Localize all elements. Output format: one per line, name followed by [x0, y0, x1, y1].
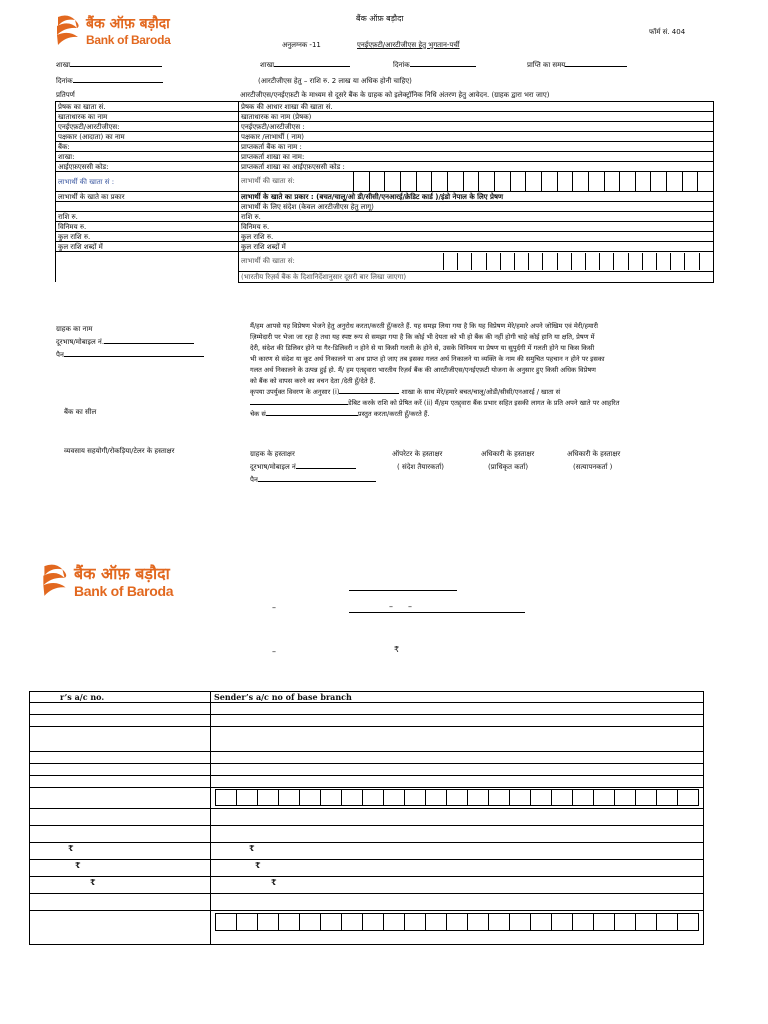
cell: खाताधारक का नाम [56, 112, 239, 122]
cell: पक्षकार (आदाता) का नाम [56, 132, 239, 142]
logo-english-text: Bank of Baroda [74, 583, 174, 599]
table-row [30, 703, 704, 715]
table-row [30, 715, 704, 727]
annexure-label: अनुलग्नक -11 [282, 41, 321, 49]
cell [30, 727, 211, 752]
declaration-line: मैं/हम आपसे यह विप्रेषण भेजने हेतु अनुरोध करता/करती हूँ/करते हैं. यह समझ लिया गया है कि यह विप्रेषण मेरे/हमारे अपने जोखिम एवं मेरी/हमारी [250, 322, 599, 330]
cell: कुल राशि रु. [239, 232, 714, 242]
declaration-line: चेक सं प्रस्तुत करता/करती हूँ/करते हैं. [250, 410, 430, 418]
account-boxes-repeat[interactable] [211, 911, 704, 945]
cell: पक्षकार /लाभार्थी ( नाम) [239, 132, 714, 142]
cell [30, 877, 211, 894]
dash: – [272, 647, 276, 656]
table-row [56, 142, 714, 152]
partner-sign-label: व्यवसाय सहयोगी/रोकड़िया/टेलर के हस्ताक्षर [64, 447, 175, 455]
dash: – [389, 602, 393, 611]
declaration-line: देरी, संदेश की डिलिवर होने या गैर-डिलिवरी न होने से या किसी गलती के होने से, उसके विनिमय या प्रेषण या सुपुर्दगी में गलती होने या किस किसी [250, 344, 595, 352]
cell [30, 703, 211, 715]
pan-label-2: पैन [250, 477, 376, 484]
cell [211, 703, 704, 715]
cell [56, 202, 239, 212]
cell [211, 843, 704, 860]
receipt-time-label: प्राप्ति का समय [527, 62, 627, 69]
logo-hindi-text: बैंक ऑफ़ बड़ौदा [86, 16, 170, 32]
counterfoil-label: प्रतिपर्ण [56, 91, 75, 99]
customer-name-label: ग्राहक का नाम [56, 325, 93, 333]
cell [211, 809, 704, 826]
cell: एनईएफ़टी/आरटीजीएस: [56, 122, 239, 132]
table-row [30, 727, 704, 752]
column-header: Sender’s a/c no of base branch [211, 692, 704, 703]
cell: लाभार्थी की खाता सं: [239, 172, 354, 191]
officer-sign-label-2: अधिकारी के हस्ताक्षर [567, 450, 621, 458]
table-row [30, 776, 704, 788]
dash: – [272, 603, 276, 612]
logo-english-text: Bank of Baroda [86, 33, 171, 47]
table-row [30, 860, 704, 877]
cell: खाताधारक का नाम (प्रेषक) [239, 112, 714, 122]
officer-role-1: (प्राधिकृत कर्ता) [488, 463, 529, 471]
cell [30, 843, 211, 860]
cell: राशि रु. [239, 212, 714, 222]
table-row [56, 252, 714, 272]
cell [30, 715, 211, 727]
table-row [30, 788, 704, 809]
form-number: फॉर्म सं. 404 [649, 28, 686, 36]
subtitle-underline [349, 612, 525, 613]
cell [211, 752, 704, 764]
cell: विनिमय रु. [56, 222, 239, 232]
cell: प्रेषक की आधार शाखा की खाता सं. [239, 102, 714, 112]
customer-sign-label: ग्राहक के हस्ताक्षर [250, 450, 295, 458]
rupee-icon: ₹ [75, 860, 81, 870]
table-row [30, 764, 704, 776]
phone-label-2: दूरभाष/मोबाइल नं [250, 464, 356, 471]
cell [30, 911, 211, 945]
table-row [30, 843, 704, 860]
rupee-icon: ₹ [249, 843, 255, 853]
cell: राशि रु. [56, 212, 239, 222]
rupee-icon: ₹ [90, 877, 96, 887]
cell: प्राप्तकर्ता शाखा का आईएफ़एससी कोड : [239, 162, 714, 172]
table-row [56, 102, 714, 112]
cell [211, 776, 704, 788]
logo-hindi-text: बैंक ऑफ़ बड़ौदा [74, 564, 170, 583]
declaration-line: गलत अर्थ निकालने के उत्पन्न हुई हो. मैं/ हम एतद्द्वारा भारतीय रिज़र्व बैंक की आरटीजीएस/एनईएफ़टी योजना के अनुसार हुए किसी अधिक विप्रेषण [250, 366, 596, 374]
bank-logo-icon [55, 14, 81, 48]
cell: प्रेषक का खाता सं. [56, 102, 239, 112]
cell: लाभार्थी के खाते का प्रकार : (बचत/चालू/ओ डी/सीसी/एनआरई/क्रेडिट कार्ड )/इंडो नेपाल के लिए प्रेषण [239, 192, 714, 202]
table-row [56, 212, 714, 222]
cell: लाभार्थी की खाता सं : [56, 172, 239, 192]
declaration-line: को बैंक को वापस करने का वचन देता /देती हूँ/देते हैं. [250, 377, 376, 385]
cell [30, 894, 211, 911]
cell: प्राप्तकर्ता बैंक का नाम : [239, 142, 714, 152]
officer-sign-label-1: अधिकारी के हस्ताक्षर [481, 450, 535, 458]
date-label-2: दिनांक [56, 78, 163, 85]
column-header: r’s a/c no. [30, 692, 211, 703]
table-row [56, 132, 714, 142]
branch-label: शाखा [56, 62, 162, 69]
cell [30, 826, 211, 843]
operator-role: ( संदेश तैयारकर्ता) [397, 463, 445, 471]
table-row [56, 152, 714, 162]
remittance-table [55, 101, 714, 283]
cell [30, 860, 211, 877]
cell: प्राप्तकर्ता शाखा का नाम: [239, 152, 714, 162]
cell [211, 894, 704, 911]
account-boxes[interactable] [239, 172, 714, 192]
table-row [56, 232, 714, 242]
title-underline [349, 590, 457, 591]
table-row [56, 242, 714, 252]
cell [56, 252, 239, 283]
dash: – [408, 602, 412, 611]
cell: (भारतीय रिज़र्व बैंक के दिशानिर्देशानुसार दूसरी बार लिखा जाएगा) [239, 271, 714, 282]
declaration-line: डेबिट करके राशि को प्रेषित करें (ii) मैं/हम एतद्द्वारा बैंक प्रभार सहित इसकी लागत के प्रति अपने खाते पर आहरित [250, 398, 718, 409]
table-row [56, 192, 714, 202]
declaration-line: भी कारण से संदेश या कूट अर्थ निकालने या अथ प्राप्त हो जाए तब इसका गलत अर्थ निकालने या व्यक्ति के नाम की समुचित पहचान न होने पर इसका [250, 355, 605, 363]
cell [211, 727, 704, 752]
cell: आईएफ़एससी कोड: [56, 162, 239, 172]
cell: विनिमय रु. [239, 222, 714, 232]
table-row [30, 826, 704, 843]
declaration-line: कृपया उपर्युक्त विवरण के अनुसार (i) शाखा के साथ मेरे/हमारे बचत/चालू/ओडी/सीसी/एनआरई / खाता सं [250, 388, 561, 396]
cell: कुल राशि शब्दों में [239, 242, 714, 252]
rtgs-note: (आरटीजीएस हेतु – राशि रु. 2 लाख या अधिक होनी चाहिए) [258, 77, 412, 85]
cell: शाखा: [56, 152, 239, 162]
table-row [30, 894, 704, 911]
cell [211, 826, 704, 843]
cell [211, 715, 704, 727]
rupee-icon: ₹ [255, 860, 261, 870]
table-row [30, 692, 704, 703]
cell: कुल राशि रु. [56, 232, 239, 242]
rupee-icon: ₹ [271, 877, 277, 887]
cell: बैंक: [56, 142, 239, 152]
rupee-icon: ₹ [394, 645, 400, 654]
branch-label-2: शाखा [260, 62, 350, 69]
cell: लाभार्थी की खाता सं: [239, 253, 444, 270]
cell: कुल राशि शब्दों में [56, 242, 239, 252]
table-row [56, 122, 714, 132]
cell: लाभार्थी के लिए संदेश (केवल आरटीजीएस हेतु लागू) [239, 202, 714, 212]
table-row [30, 752, 704, 764]
form-heading: बैंक ऑफ़ बड़ौदा [356, 14, 404, 23]
table-row [30, 877, 704, 894]
cell: लाभार्थी के खाते का प्रकार [56, 192, 239, 202]
table-row [56, 162, 714, 172]
table-row [56, 112, 714, 122]
table-row [56, 172, 714, 192]
cell [211, 764, 704, 776]
cell [211, 860, 704, 877]
cell [211, 877, 704, 894]
declaration-text [250, 321, 718, 420]
table-row [56, 202, 714, 212]
phone-label: दूरभाष/मोबाइल नं. [56, 339, 194, 346]
pan-label: पैन [56, 352, 204, 359]
bank-logo-icon [41, 563, 69, 599]
english-table [29, 691, 704, 945]
date-label: दिनांक [393, 62, 476, 69]
account-boxes[interactable] [211, 788, 704, 809]
rupee-icon: ₹ [68, 843, 74, 853]
account-boxes-repeat[interactable] [239, 252, 714, 272]
cell: एनईएफ़टी/आरटीजीएस : [239, 122, 714, 132]
cell [30, 776, 211, 788]
table-row [30, 911, 704, 945]
cell [30, 764, 211, 776]
declaration-line: ज़िम्मेदारी पर भेजा जा रहा है तथा यह स्पष्ट रूप से समझा गया है कि कोई भी देयता को भी हो बैंक की नहीं होगी चाहे कोई हानि या क्षति, प्रेषण में [250, 333, 595, 341]
cell [30, 809, 211, 826]
form-subject: एनईएफ़टी/आरटीजीएस हेतु भुगतान-पर्ची [357, 41, 460, 49]
bank-seal-label: बैंक का सील [64, 408, 97, 416]
table-row [30, 809, 704, 826]
cell [30, 788, 211, 809]
operator-sign-label: ऑपरेटर के हस्ताक्षर [392, 450, 443, 458]
table-row [56, 222, 714, 232]
officer-role-2: (सत्यापनकर्ता ) [573, 463, 613, 471]
cell [30, 752, 211, 764]
request-line: आरटीजीएस/एनईएफ़टी के माध्यम से दूसरे बैंक के ग्राहक को इलेक्ट्रॉनिक निधि अंतरण हेतु आवेदन. (ग्राहक द्वारा भरा जाए) [240, 91, 550, 99]
